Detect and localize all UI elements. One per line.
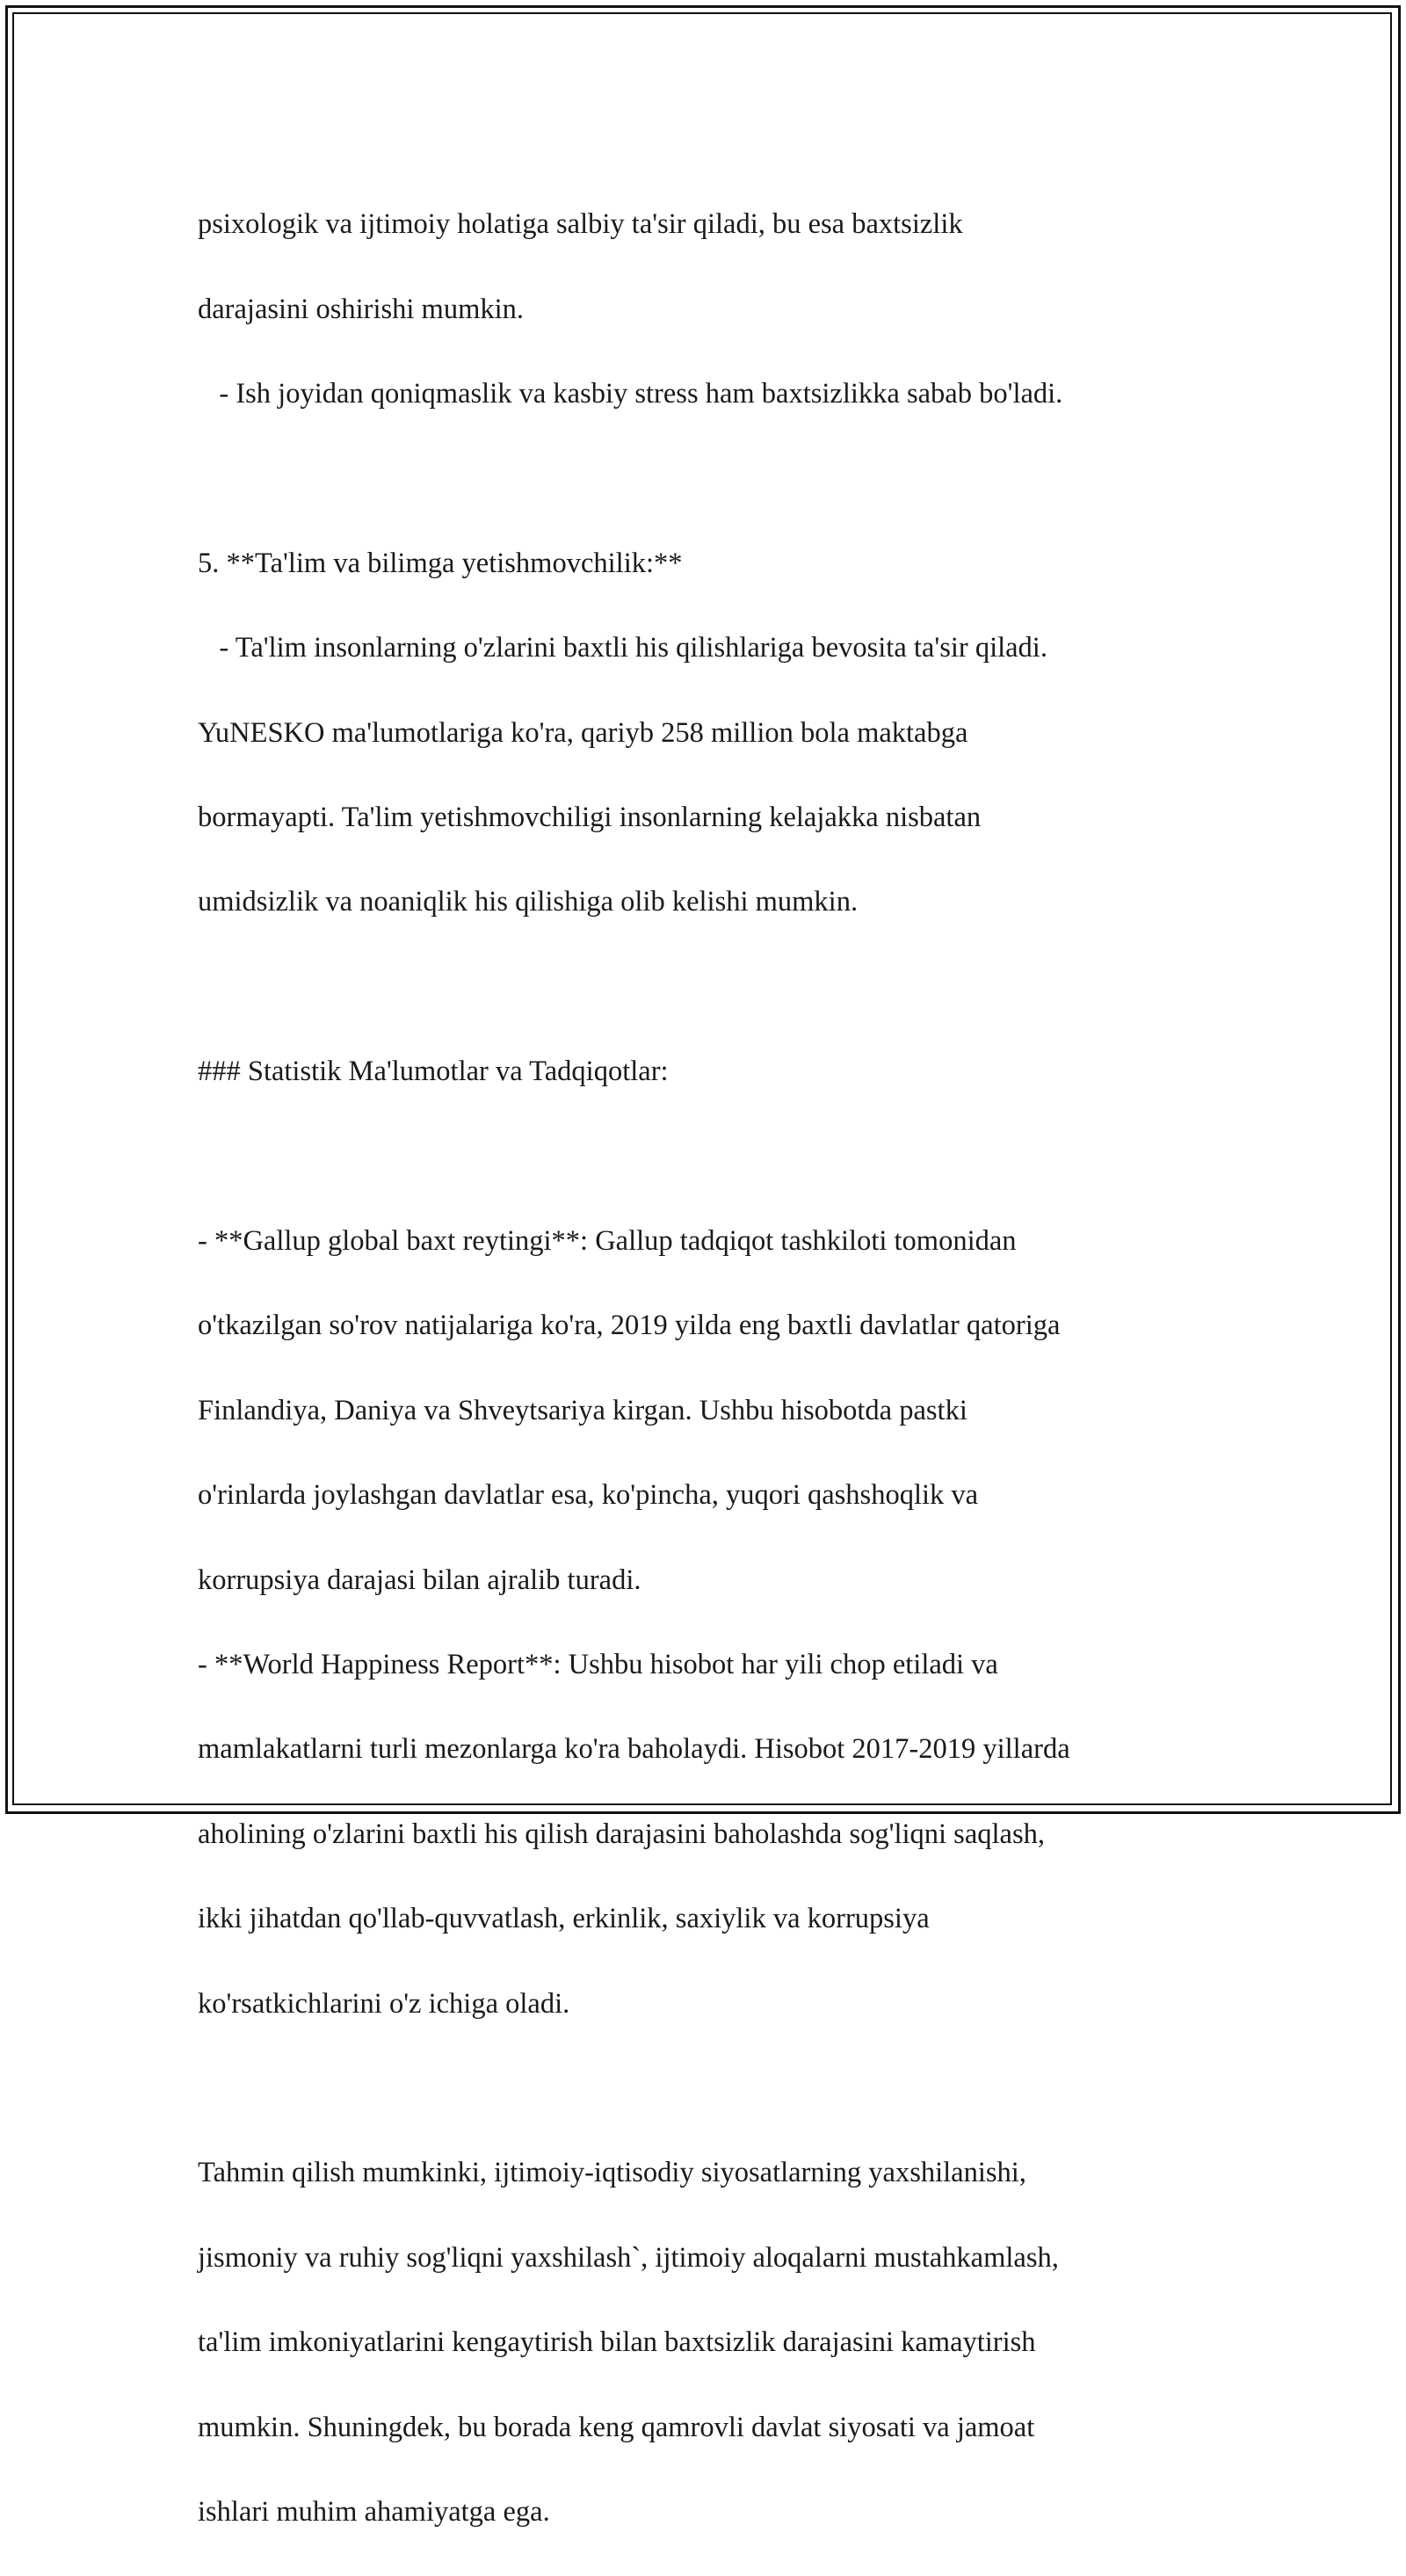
text-line: ikki jihatdan qo'llab-quvvatlash, erkinlik, saxiylik va korrupsiya [198, 1903, 930, 1935]
text-line: ko'rsatkichlarini o'z ichiga oladi. [198, 1987, 570, 2020]
list-item-line: - Ta'lim insonlarning o'zlarini baxtli his qilishlariga bevosita ta'sir qiladi. [198, 632, 1047, 664]
list-item-line: - **World Happiness Report**: Ushbu hisobot har yili chop etiladi va [198, 1649, 998, 1681]
text-line: YuNESKO ma'lumotlariga ko'ra, qariyb 258 million bola maktabga [198, 716, 968, 749]
text-line: mamlakatlarni turli mezonlarga ko'ra baholaydi. Hisobot 2017-2019 yillarda [198, 1733, 1070, 1766]
text-line: mumkin. Shuningdek, bu borada keng qamrovli davlat siyosati va jamoat [198, 2411, 1035, 2443]
text-line: jismoniy va ruhiy sog'liqni yaxshilash`, ijtimoiy aloqalarni mustahkamlash, [198, 2241, 1059, 2274]
text-line: bormayapti. Ta'lim yetishmovchiligi insonlarning kelajakka nisbatan [198, 802, 982, 834]
blank-line [198, 2067, 1208, 2109]
text-line: ishlari muhim ahamiyatga ega. [198, 2496, 550, 2529]
text-line: korrupsiya darajasi bilan ajralib turadi. [198, 1564, 641, 1596]
text-line: o'tkazilgan so'rov natijalariga ko'ra, 2019 yilda eng baxtli davlatlar qatoriga [198, 1310, 1061, 1342]
text-line: o'rinlarda joylashgan davlatlar esa, ko'pincha, yuqori qashshoqlik va [198, 1479, 979, 1512]
text-line: umidsizlik va noaniqlik his qilishiga olib kelishi mumkin. [198, 886, 859, 918]
text-line: aholining o'zlarini baxtli his qilish darajasini baholashda sog'liqni saqlash, [198, 1818, 1045, 1850]
blank-line [198, 457, 1208, 499]
text-line: Finlandiya, Daniya va Shveytsariya kirgan. Ushbu hisobotda pastki [198, 1394, 968, 1426]
blank-line [198, 1136, 1208, 1178]
document-body [198, 161, 1208, 2576]
blank-line [198, 966, 1208, 1008]
text-line: ta'lim imkoniyatlarini kengaytirish bilan baxtsizlik darajasini kamaytirish [198, 2326, 1036, 2359]
heading-line: ### Statistik Ma'lumotlar va Tadqiqotlar: [198, 1056, 669, 1088]
text-line: darajasini oshirishi mumkin. [198, 293, 525, 325]
section-heading-line: 5. **Ta'lim va bilimga yetishmovchilik:** [198, 547, 683, 579]
list-item-line: - Ish joyidan qoniqmaslik va kasbiy stress ham baxtsizlikka sabab bo'ladi. [198, 378, 1063, 410]
text-line: Tahmin qilish mumkinki, ijtimoiy-iqtisodiy siyosatlarning yaxshilanishi, [198, 2157, 1026, 2189]
text-line: psixologik va ijtimoiy holatiga salbiy ta'sir qiladi, bu esa baxtsizlik [198, 208, 963, 241]
list-item-line: - **Gallup global baxt reytingi**: Gallup tadqiqot tashkiloti tomonidan [198, 1225, 1017, 1258]
